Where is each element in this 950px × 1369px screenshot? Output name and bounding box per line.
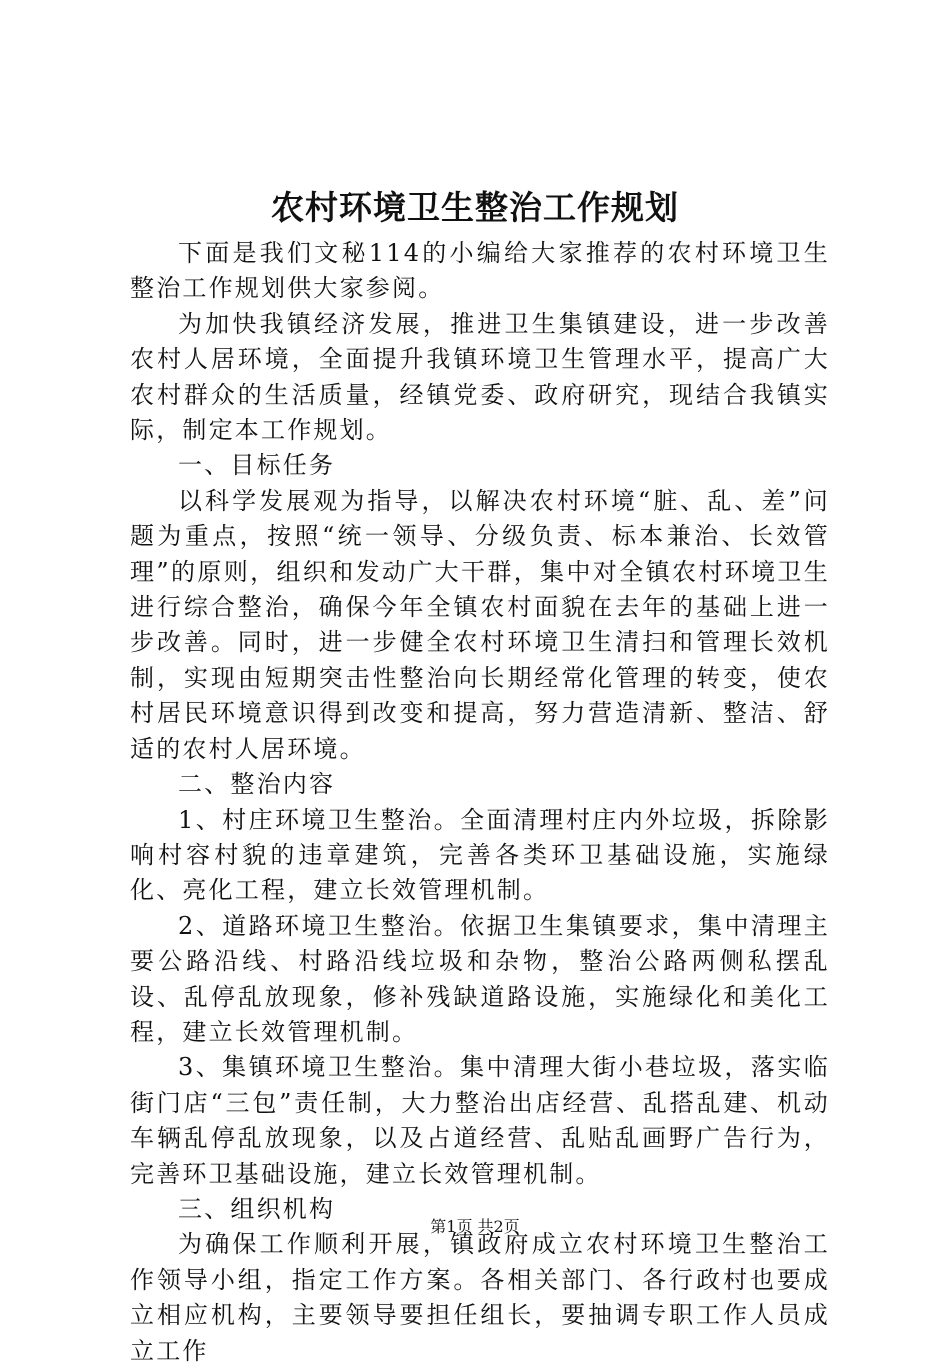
- paragraph-goals: 以科学发展观为指导，以解决农村环境“脏、乱、差”问题为重点，按照“统一领导、分级负责、标本兼治、长效管理”的原则，组织和发动广大干群，集中对全镇农村环境卫生进行综合整治，确保今年全镇农村面貌在去年的基础上进一步改善。同时，进一步健全农村环境卫生清扫和管理长效机制，实现由短期突击性整治向长期经常化管理的转变，使农村居民环境意识得到改变和提高，努力营造清新、整洁、舒适的农村人居环境。: [130, 486, 830, 763]
- document-body: [130, 236, 830, 1369]
- paragraph-town: 3、集镇环境卫生整治。集中清理大街小巷垃圾，落实临街门店“三包”责任制，大力整治出店经营、乱搭乱建、机动车辆乱停乱放现象，以及占道经营、乱贴乱画野广告行为，完善环卫基础设施，建立长效管理机制。: [130, 1053, 830, 1188]
- page-footer: 第1页 共2页: [430, 1217, 520, 1236]
- paragraph-purpose: 为加快我镇经济发展，推进卫生集镇建设，进一步改善农村人居环境，全面提升我镇环境卫生管理水平，提高广大农村群众的生活质量，经镇党委、政府研究，现结合我镇实际，制定本工作规划。: [130, 309, 830, 445]
- section-heading-content: 二、整治内容: [178, 770, 336, 799]
- paragraph-road: 2、道路环境卫生整治。依据卫生集镇要求，集中清理主要公路沿线、村路沿线垃圾和杂物，整治公路两侧私摆乱设、乱停乱放现象，修补残缺道路设施，实施绿化和美化工程，建立长效管理机制。: [130, 911, 830, 1046]
- section-heading-organization: 三、组织机构: [178, 1194, 336, 1223]
- paragraph-village: 1、村庄环境卫生整治。全面清理村庄内外垃圾，拆除影响村容村貌的违章建筑，完善各类环卫基础设施，实施绿化、亮化工程，建立长效管理机制。: [130, 805, 830, 905]
- section-heading-goals: 一、目标任务: [178, 451, 336, 480]
- paragraph-intro: 下面是我们文秘114的小编给大家推荐的农村环境卫生整治工作规划供大家参阅。: [130, 239, 830, 303]
- document-title: 农村环境卫生整治工作规划: [271, 188, 679, 227]
- paragraph-organization: 为确保工作顺利开展，镇政府成立农村环境卫生整治工作领导小组，指定工作方案。各相关部门、各行政村也要成立相应机构，主要领导要担任组长，要抽调专职工作人员成立工作: [130, 1230, 830, 1365]
